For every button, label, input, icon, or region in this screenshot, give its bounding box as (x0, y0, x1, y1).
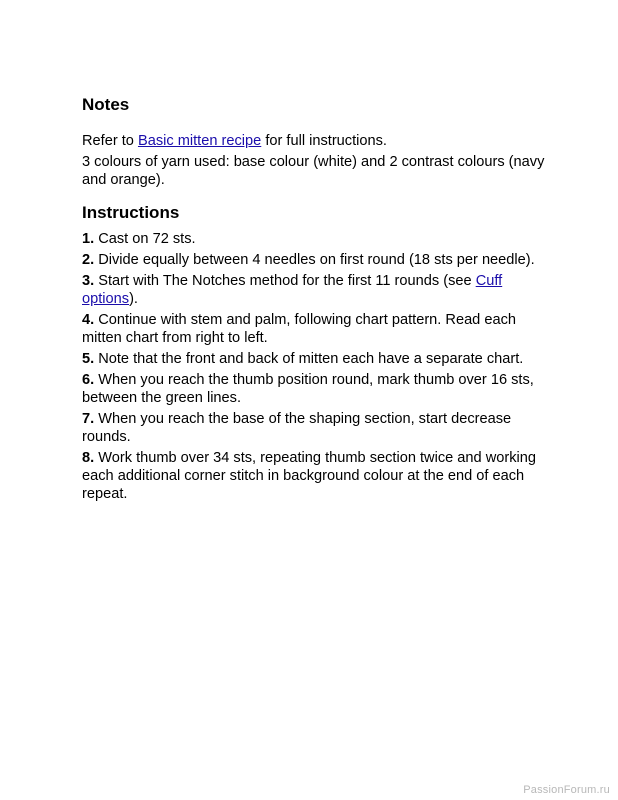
instruction-step (82, 311, 552, 347)
step-number: 6. (82, 372, 95, 388)
instruction-step (82, 371, 552, 407)
step-text: Cast on 72 sts. (94, 231, 196, 247)
notes-section (82, 132, 552, 192)
step-text-suffix: ). (129, 291, 138, 307)
notes-yarn-line: 3 colours of yarn used: base colour (white) and 2 contrast colours (navy and orange). (82, 154, 545, 188)
step-text: Work thumb over 34 sts, repeating thumb section twice and working each additional corner stitch in background colour at the end of each repeat. (82, 450, 536, 502)
step-text: When you reach the base of the shaping section, start decrease rounds. (82, 411, 512, 445)
step-number: 5. (82, 351, 95, 367)
notes-heading: Notes (82, 95, 130, 114)
step-number: 8. (82, 450, 95, 466)
notes-reference-prefix: Refer to (82, 133, 138, 149)
step-number: 2. (82, 252, 95, 268)
basic-mitten-recipe-link[interactable]: Basic mitten recipe (137, 133, 262, 149)
step-number: 7. (82, 411, 95, 427)
instruction-step (82, 449, 552, 503)
step-number: 3. (82, 273, 95, 289)
notes-reference-line (82, 132, 552, 150)
step-number: 1. (82, 231, 95, 247)
step-number: 4. (82, 312, 95, 328)
instruction-step (82, 350, 552, 368)
instruction-step (82, 230, 552, 248)
instruction-step (82, 272, 552, 308)
notes-reference-suffix: for full instructions. (261, 133, 387, 149)
step-text: Note that the front and back of mitten each have a separate chart. (94, 351, 524, 367)
instructions-heading: Instructions (82, 203, 180, 222)
instructions-list (82, 230, 552, 506)
step-text: When you reach the thumb position round, mark thumb over 16 sts, between the green lines. (82, 372, 534, 406)
step-text: Divide equally between 4 needles on first round (18 sts per needle). (94, 252, 535, 268)
instruction-step (82, 251, 552, 269)
watermark: PassionForum.ru (523, 784, 610, 796)
instruction-step (82, 410, 552, 446)
step-text: Start with The Notches method for the first 11 rounds (see (94, 273, 476, 289)
step-text: Continue with stem and palm, following chart pattern. Read each mitten chart from right to left. (82, 312, 517, 346)
cuff-options-link[interactable]: Cuff options (82, 273, 503, 307)
